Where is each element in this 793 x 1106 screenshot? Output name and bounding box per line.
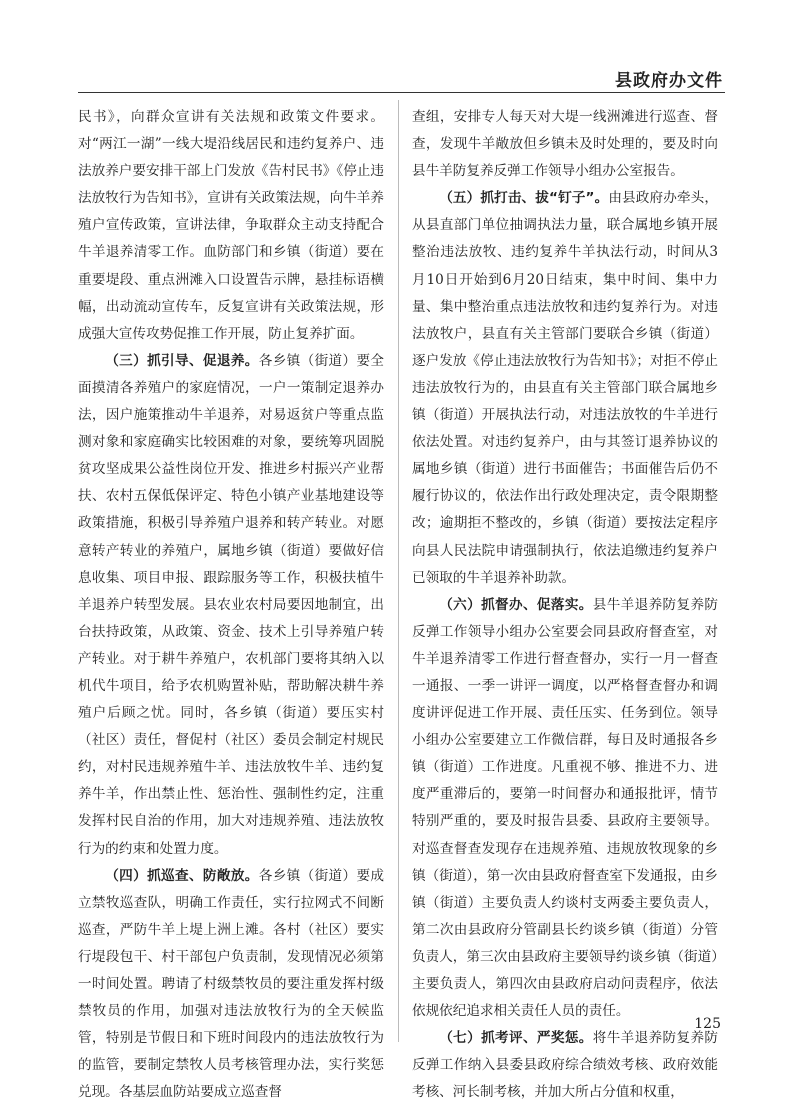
paragraph-text: 将牛羊退养防复养防反弹工作纳入县委县政府综合绩效考核、政府效能考核、河长制考核，并加大所占分值和权重，	[412, 1030, 718, 1101]
paragraph	[78, 863, 384, 1106]
paragraph: 民书》，向群众宣讲有关法规和政策文件要求。对“两江一湖”一线大堤沿线居民和违约复养户、违法放养户要安排干部上门发放《告村民书》《停止违法放牧行为告知书》，宣讲有关政策法规，向牛羊养殖户宣传政策，宣讲法律，争取群众主动支持配合牛羊退养清零工作。血防部门和乡镇（街道）要在重要堤段、重点洲滩入口设置告示牌，悬挂标语横幅，出动流动宣传车，反复宣讲有关政策法规，形成强大宣传攻势促推工作开展，防止复养扩面。	[78, 109, 384, 342]
paragraph-text: 县牛羊退养防复养防反弹工作领导小组办公室要会同县政府督查室，对牛羊退养清零工作进行督查督办，实行一月一督查一通报、一季一讲评一调度，以严格督查督办和调度讲评促进工作开展、责任压实、任务到位。领导小组办公室要建立工作微信群，每日及时通报各乡镇（街道）工作进度。凡重视不够、推进不力、进度严重滞后的，要第一时间督办和通报批评，情节特别严重的，要及时报告县委、县政府主要领导。对巡查督查发现存在违规养殖、违规放牧现象的乡镇（街道），第一次由县政府督查室下发通报，由乡镇（街道）主要负责人约谈村支两委主要负责人，第二次由县政府分管副县长约谈乡镇（街道）分管负责人，第三次由县政府主要领导约谈乡镇（街道）主要负责人，第四次由县政府启动问责程序，依法依规依纪追求相关责任人员的责任。	[412, 596, 718, 1020]
section-heading: （六）抓督办、促落实。	[439, 596, 593, 613]
header-title: 县政府办文件	[615, 71, 723, 91]
right-column	[412, 104, 718, 1106]
paragraph-text: 各乡镇（街道）要全面摸清各养殖户的家庭情况，一户一策制定退养办法，因户施策推动牛羊退养，对易返贫户等重点监测对象和家庭确实比较困难的对象，要统筹巩固脱贫攻坚成果公益性岗位开发、推进乡村振兴产业帮扶、农村五保低保评定、特色小镇产业基地建设等政策措施，积极引导养殖户退养和转产转业。对愿意转产转业的养殖户，属地乡镇（街道）要做好信息收集、项目申报、跟踪服务等工作，积极扶植牛羊退养户转型发展。县农业农村局要因地制宜，出台扶持政策，从政策、资金、技术上引导养殖户转产转业。对于耕牛养殖户，农机部门要将其纳入以机代牛项目，给予农机购置补贴，帮助解决耕牛养殖户后顾之忧。同时，各乡镇（街道）要压实村（社区）责任，督促村（社区）委员会制定村规民约，对村民违规养殖牛羊、违法放牧牛羊、违约复养牛羊，作出禁止性、惩治性、强制性约定，注重发挥村民自治的作用，加大对违规养殖、违法放牧行为的约束和处置力度。	[78, 352, 384, 857]
paragraph	[78, 348, 384, 863]
page-number: 125	[694, 1016, 721, 1032]
paragraph	[412, 592, 718, 1026]
section-heading: （四）抓巡查、防敞放。	[105, 867, 259, 884]
column-divider	[398, 100, 399, 1042]
paragraph-text: 各乡镇（街道）要成立禁牧巡查队，明确工作责任，实行拉网式不间断巡查，严防牛羊上堤上洲上滩。各村（社区）要实行堤段包干、村干部包户负责制，发现情况必须第一时间处置。聘请了村级禁牧员的要注重发挥村级禁牧员的作用，加强对违法放牧行为的全天候监管，特别是节假日和下班时间段内的违法放牧行为的监管，要制定禁牧人员考核管理办法，实行奖惩兑现。各基层血防站要成立巡查督	[78, 867, 384, 1101]
paragraph-text: 由县政府办牵头，从县直部门单位抽调执法力量，联合属地乡镇开展整治违法放牧、违约复养牛羊执法行动，时间从3月10日开始到6月20日结束，集中时间、集中力量、集中整治重点违法放牧和违约复养行为。对违法放牧户，县直有关主管部门要联合乡镇（街道）逐户发放《停止违法放牧行为告知书》；对拒不停止违法放牧行为的，由县直有关主管部门联合属地乡镇（街道）开展执法行动，对违法放牧的牛羊进行依法处置。对违约复养户，由与其签订退养协议的属地乡镇（街道）进行书面催告；书面催告后仍不履行协议的，依法作出行政处理决定，责令限期整改；逾期拒不整改的，乡镇（街道）要按法定程序向县人民法院申请强制执行，依法追缴违约复养户已领取的牛羊退养补助款。	[412, 190, 719, 586]
paragraph	[412, 1025, 718, 1106]
header-rule	[78, 92, 725, 93]
section-heading: （五）抓打击、拔“钉子”。	[439, 190, 609, 207]
paragraph	[412, 185, 718, 591]
left-column	[78, 104, 384, 1106]
section-heading: （三）抓引导、促退养。	[105, 352, 259, 369]
section-heading: （七）抓考评、严奖惩。	[439, 1030, 593, 1047]
paragraph: 查组，安排专人每天对大堤一线洲滩进行巡查、督查，发现牛羊敞放但乡镇未及时处理的，要及时向县牛羊防复养反弹工作领导小组办公室报告。	[412, 109, 718, 180]
